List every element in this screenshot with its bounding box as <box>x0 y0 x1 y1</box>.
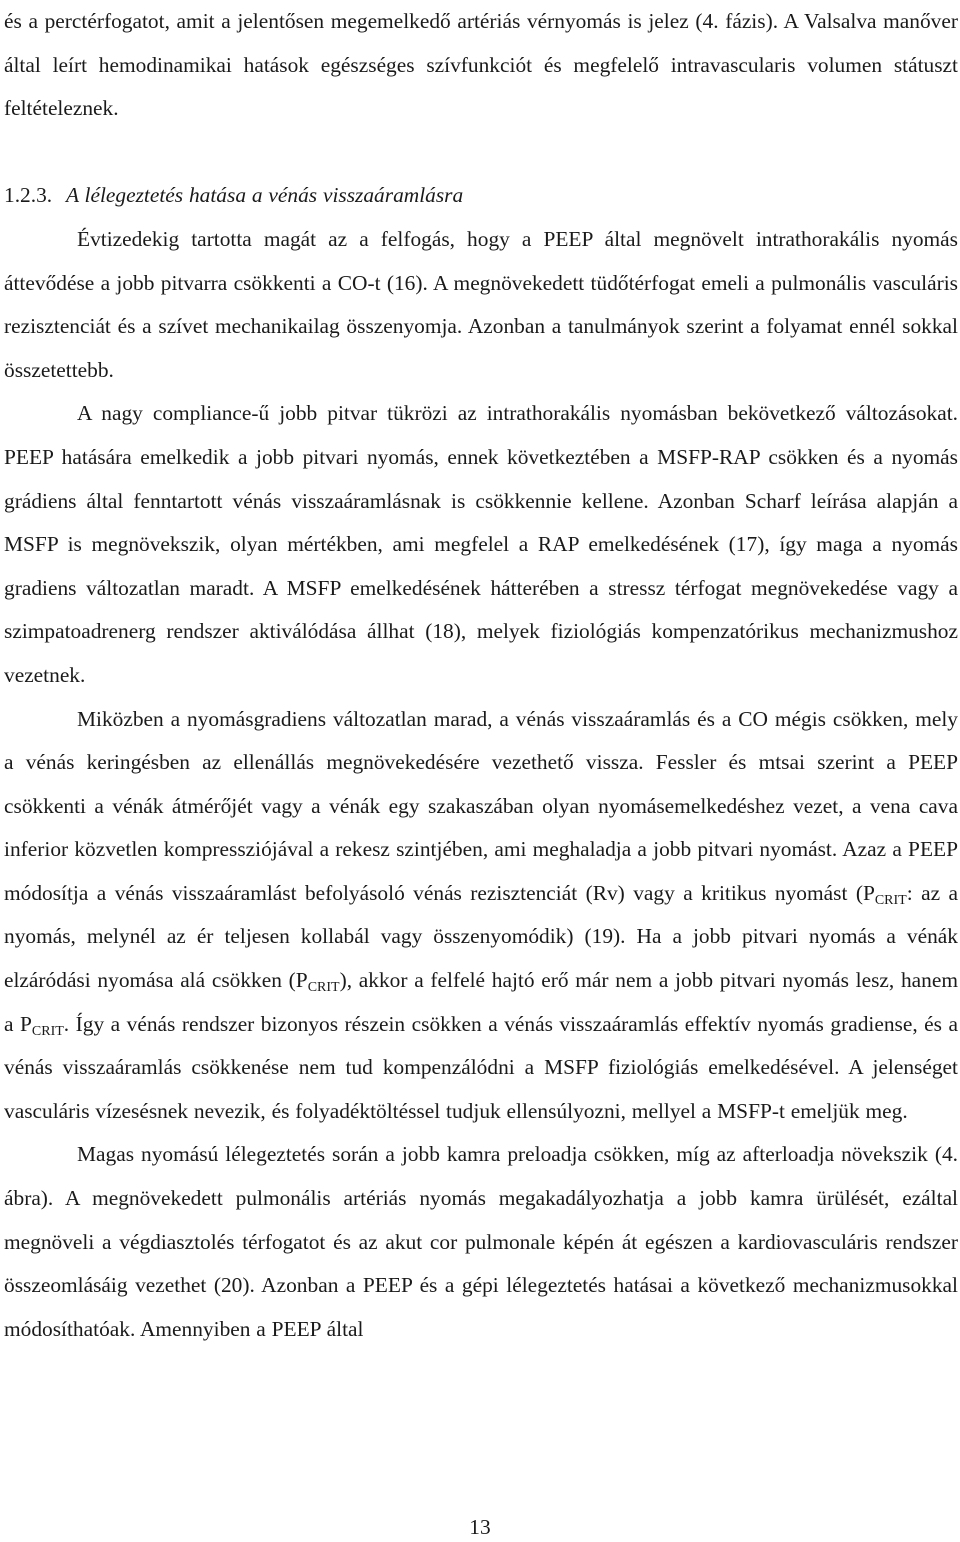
paragraph-3-text: ), akkor a felfelé hajtó erő már nem a jobb pitvari nyomás lesz, hanem a P <box>4 968 958 1036</box>
paragraph-2: A nagy compliance-ű jobb pitvar tükrözi az intrathorakális nyomásban bekövetkező változásokat. PEEP hatására emelkedik a jobb pitvari nyomás, ennek következtében a MSFP-RAP csökken és a nyomás grádiens által fenntartott vénás visszaáramlásnak is csökkennie kellene. Azonban Scharf leírása alapján a MSFP is megnövekszik, olyan mértékben, ami megfelel a RAP emelkedésének (17), így maga a nyomás gradiens változatlan maradt. A MSFP emelkedésének hátterében a stressz térfogat megnövekedése vagy a szimpatoadrenerg rendszer aktiválódása állhat (18), melyek fiziológiás kompenzatórikus mechanizmushoz vezetnek. <box>4 401 958 687</box>
subscript-crit: CRIT <box>874 892 907 908</box>
paragraph-1: Évtizedekig tartotta magát az a felfogás, hogy a PEEP által megnövelt intrathorakális nyomás áttevődése a jobb pitvarra csökkenti a CO-t (16). A megnövekedett tüdőtérfogat emeli a pulmonális vasculáris rezisztenciát és a szívet mechanikailag összenyomja. Azonban a tanulmányok szerint a folyamat ennél sokkal összetettebb. <box>4 226 958 382</box>
paragraph-4: Magas nyomású lélegeztetés során a jobb kamra preloadja csökken, míg az afterloadja növekszik (4. ábra). A megnövekedett pulmonális artériás nyomás megakadályozhatja a jobb kamra ürülését, ezáltal megnöveli a végdiasztolés térfogatot és az akut cor pulmonale képén át egészen a kardiovasculáris rendszer összeomlásáig vezethet (20). Azonban a PEEP és a gépi lélegeztetés hatásai a következő mechanizmusokkal módosíthatóak. Amennyiben a PEEP által <box>4 1142 958 1341</box>
section-number: 1.2.3. <box>4 183 53 208</box>
section-heading <box>4 174 958 218</box>
opening-paragraph: és a perctérfogatot, amit a jelentősen megemelkedő artériás vérnyomás is jelez (4. fázis). A Valsalva manőver által leírt hemodinamikai hatások egészséges szívfunkciót és megfelelő intravascularis volumen státuszt feltételeznek. <box>4 9 958 121</box>
document-body <box>4 0 958 1351</box>
page-number: 13 <box>469 1515 491 1539</box>
paragraph-3-text: : az a nyomás, melynél az ér teljesen kollabál vagy összenyomódik) (19). Ha a jobb pitvari nyomás a vénák elzáródási nyomása alá csökken (P <box>4 880 958 993</box>
paragraph-3 <box>4 698 958 1134</box>
subscript-crit: CRIT <box>31 1023 64 1039</box>
paragraph-3-text: Miközben a nyomásgradiens változatlan marad, a vénás visszaáramlás és a CO mégis csökken, mely a vénás keringésben az ellenállás megnövekedésére vezethető vissza. Fessler és mtsai szerint a PEEP csökkenti a vénák átmérőjét vagy a vénák egy szakaszában olyan nyomásemelkedéshez vezet, a vena cava inferior közvetlen kompressziójával a rekesz szintjében, ami meghaladja a jobb pitvari nyomást. Azaz a PEEP módosítja a vénás visszaáramlást befolyásoló vénás rezisztenciát (Rv) vagy a kritikus nyomást (P <box>4 706 958 905</box>
paragraph-3-text: . Így a vénás rendszer bizonyos részein csökken a vénás visszaáramlás effektív nyomás gradiense, és a vénás visszaáramlás csökkenése nem tud kompenzálódni a MSFP fiziológiás emelkedésével. A jelenséget vasculáris vízesésnek nevezik, és folyadéktöltéssel tudjuk ellensúlyozni, mellyel a MSFP-t emeljük meg. <box>4 1011 959 1123</box>
section-title: A lélegeztetés hatása a vénás visszaáramlásra <box>66 183 464 208</box>
subscript-crit: CRIT <box>307 980 340 996</box>
